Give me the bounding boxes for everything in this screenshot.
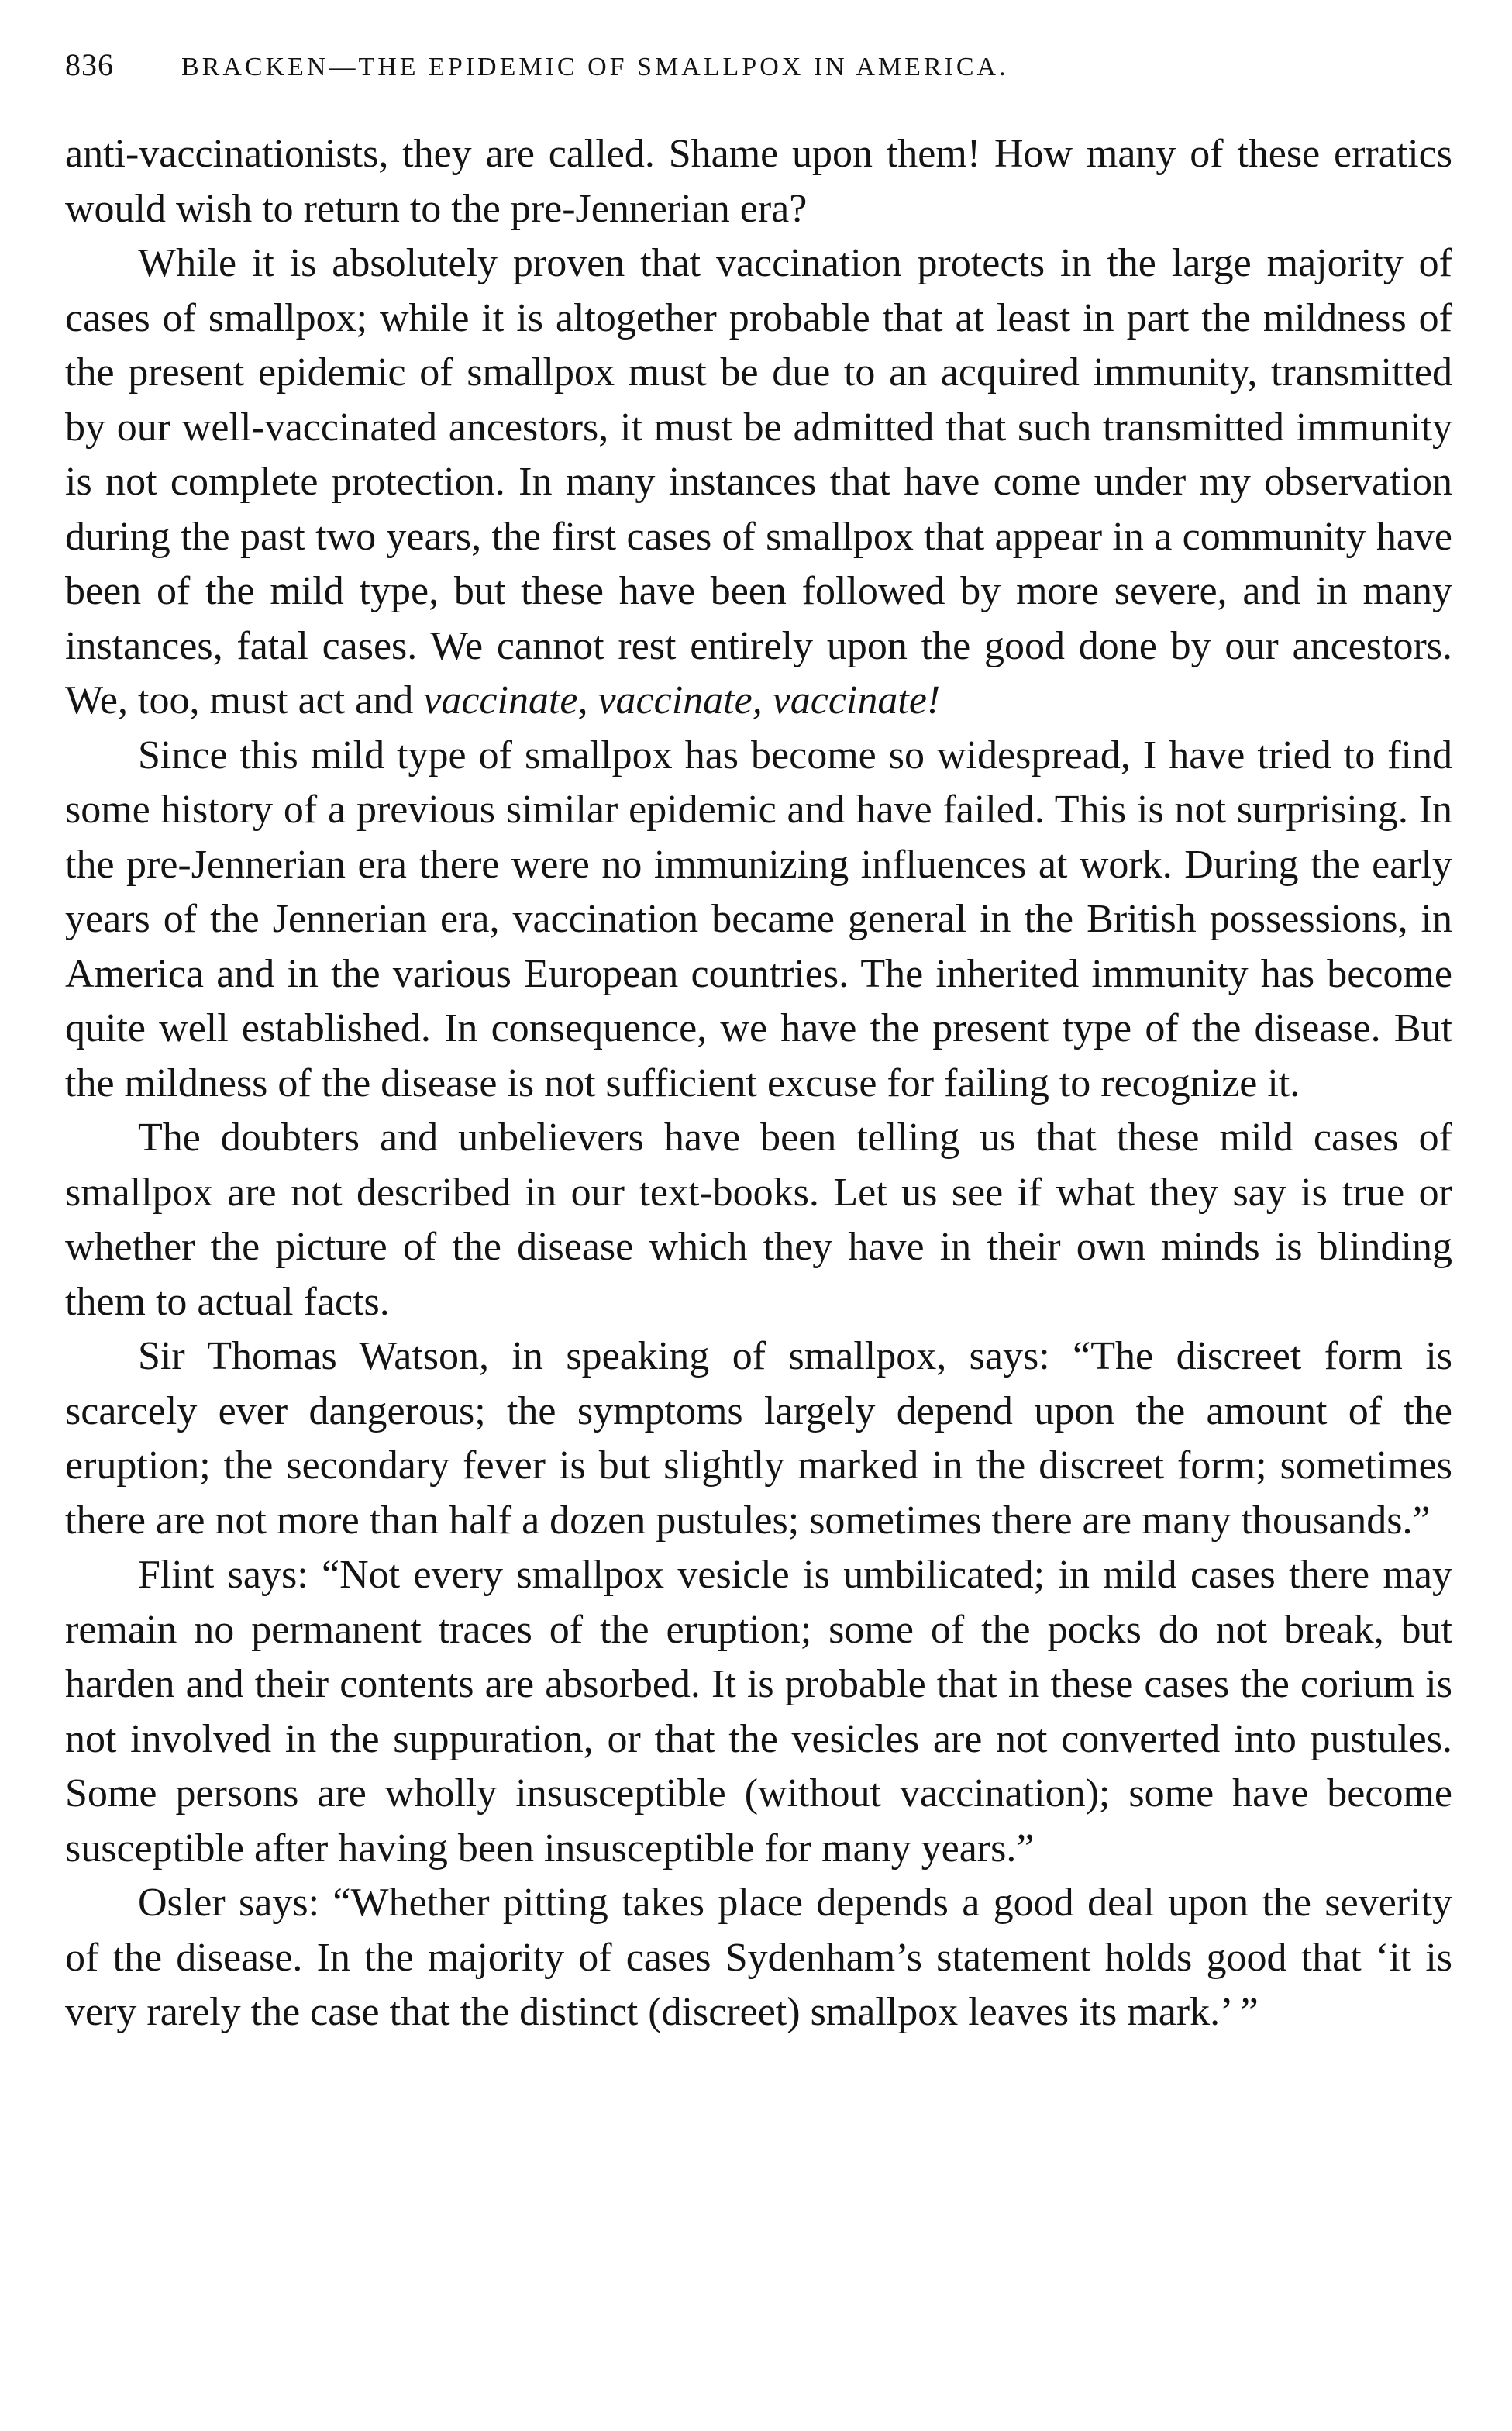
paragraph-2 [65,236,1452,729]
paragraph-2-text: While it is absolutely proven that vaccination protects in the large majority of cases of smallpox; while it is altogether probable that at least in part the mildness of the present epidemic of smallpox must be due to an acquired immunity, transmitted by our well-vaccinated ancestors, it must be admitted that such transmitted immunity is not complete protection. In many instances that have come under my observation during the past two years, the first cases of smallpox that appear in a community have been of the mild type, but these have been followed by more severe, and in many instances, fatal cases. We cannot rest entirely upon the good done by our ancestors. We, too, must act and [65,241,1452,722]
paragraph-5: Sir Thomas Watson, in speaking of smallpox, says: “The discreet form is scarcely ever dangerous; the symptoms largely depend upon the amount of the eruption; the secondary fever is but slightly marked in the discreet form; sometimes there are not more than half a dozen pustules; sometimes there are many thousands.” [65,1334,1452,1543]
paragraph-1: anti-vaccinationists, they are called. Shame upon them! How many of these erratics would wish to return to the pre-Jennerian era? [65,132,1452,231]
paragraph-4: The doubters and unbelievers have been telling us that these mild cases of smallpox are not described in our text-books. Let us see if what they say is true or whether the picture of the disease which they have in their own minds is blinding them to actual facts. [65,1116,1452,1324]
document-page [65,47,1452,2040]
paragraph-3: Since this mild type of smallpox has become so widespread, I have tried to find some history of a previous similar epidemic and have failed. This is not surprising. In the pre-Jennerian era there were no immunizing influences at work. During the early years of the Jennerian era, vaccination became general in the British possessions, in America and in the various European countries. The inherited immunity has become quite well established. In consequence, we have the present type of the disease. But the mildness of the disease is not sufficient excuse for failing to recognize it. [65,733,1452,1105]
running-title: BRACKEN—THE EPIDEMIC OF SMALLPOX IN AMERICA. [181,53,1009,81]
paragraph-2-emphasis: vaccinate, vaccinate, vaccinate! [423,678,941,722]
running-head [65,47,1452,127]
article-body [65,127,1452,2040]
page-number: 836 [65,47,114,82]
paragraph-6: Flint says: “Not every smallpox vesicle is umbilicated; in mild cases there may remain no permanent traces of the eruption; some of the pocks do not break, but harden and their contents are absorbed. It is probable that in these cases the corium is not involved in the suppuration, or that the vesicles are not converted into pustules. Some persons are wholly insusceptible (without vaccination); some have become susceptible after having been insusceptible for many years.” [65,1553,1452,1871]
paragraph-7: Osler says: “Whether pitting takes place depends a good deal upon the severity of the disease. In the majority of cases Sydenham’s statement holds good that ‘it is very rarely the case that the distinct (discreet) smallpox leaves its mark.’ ” [65,1881,1452,2034]
